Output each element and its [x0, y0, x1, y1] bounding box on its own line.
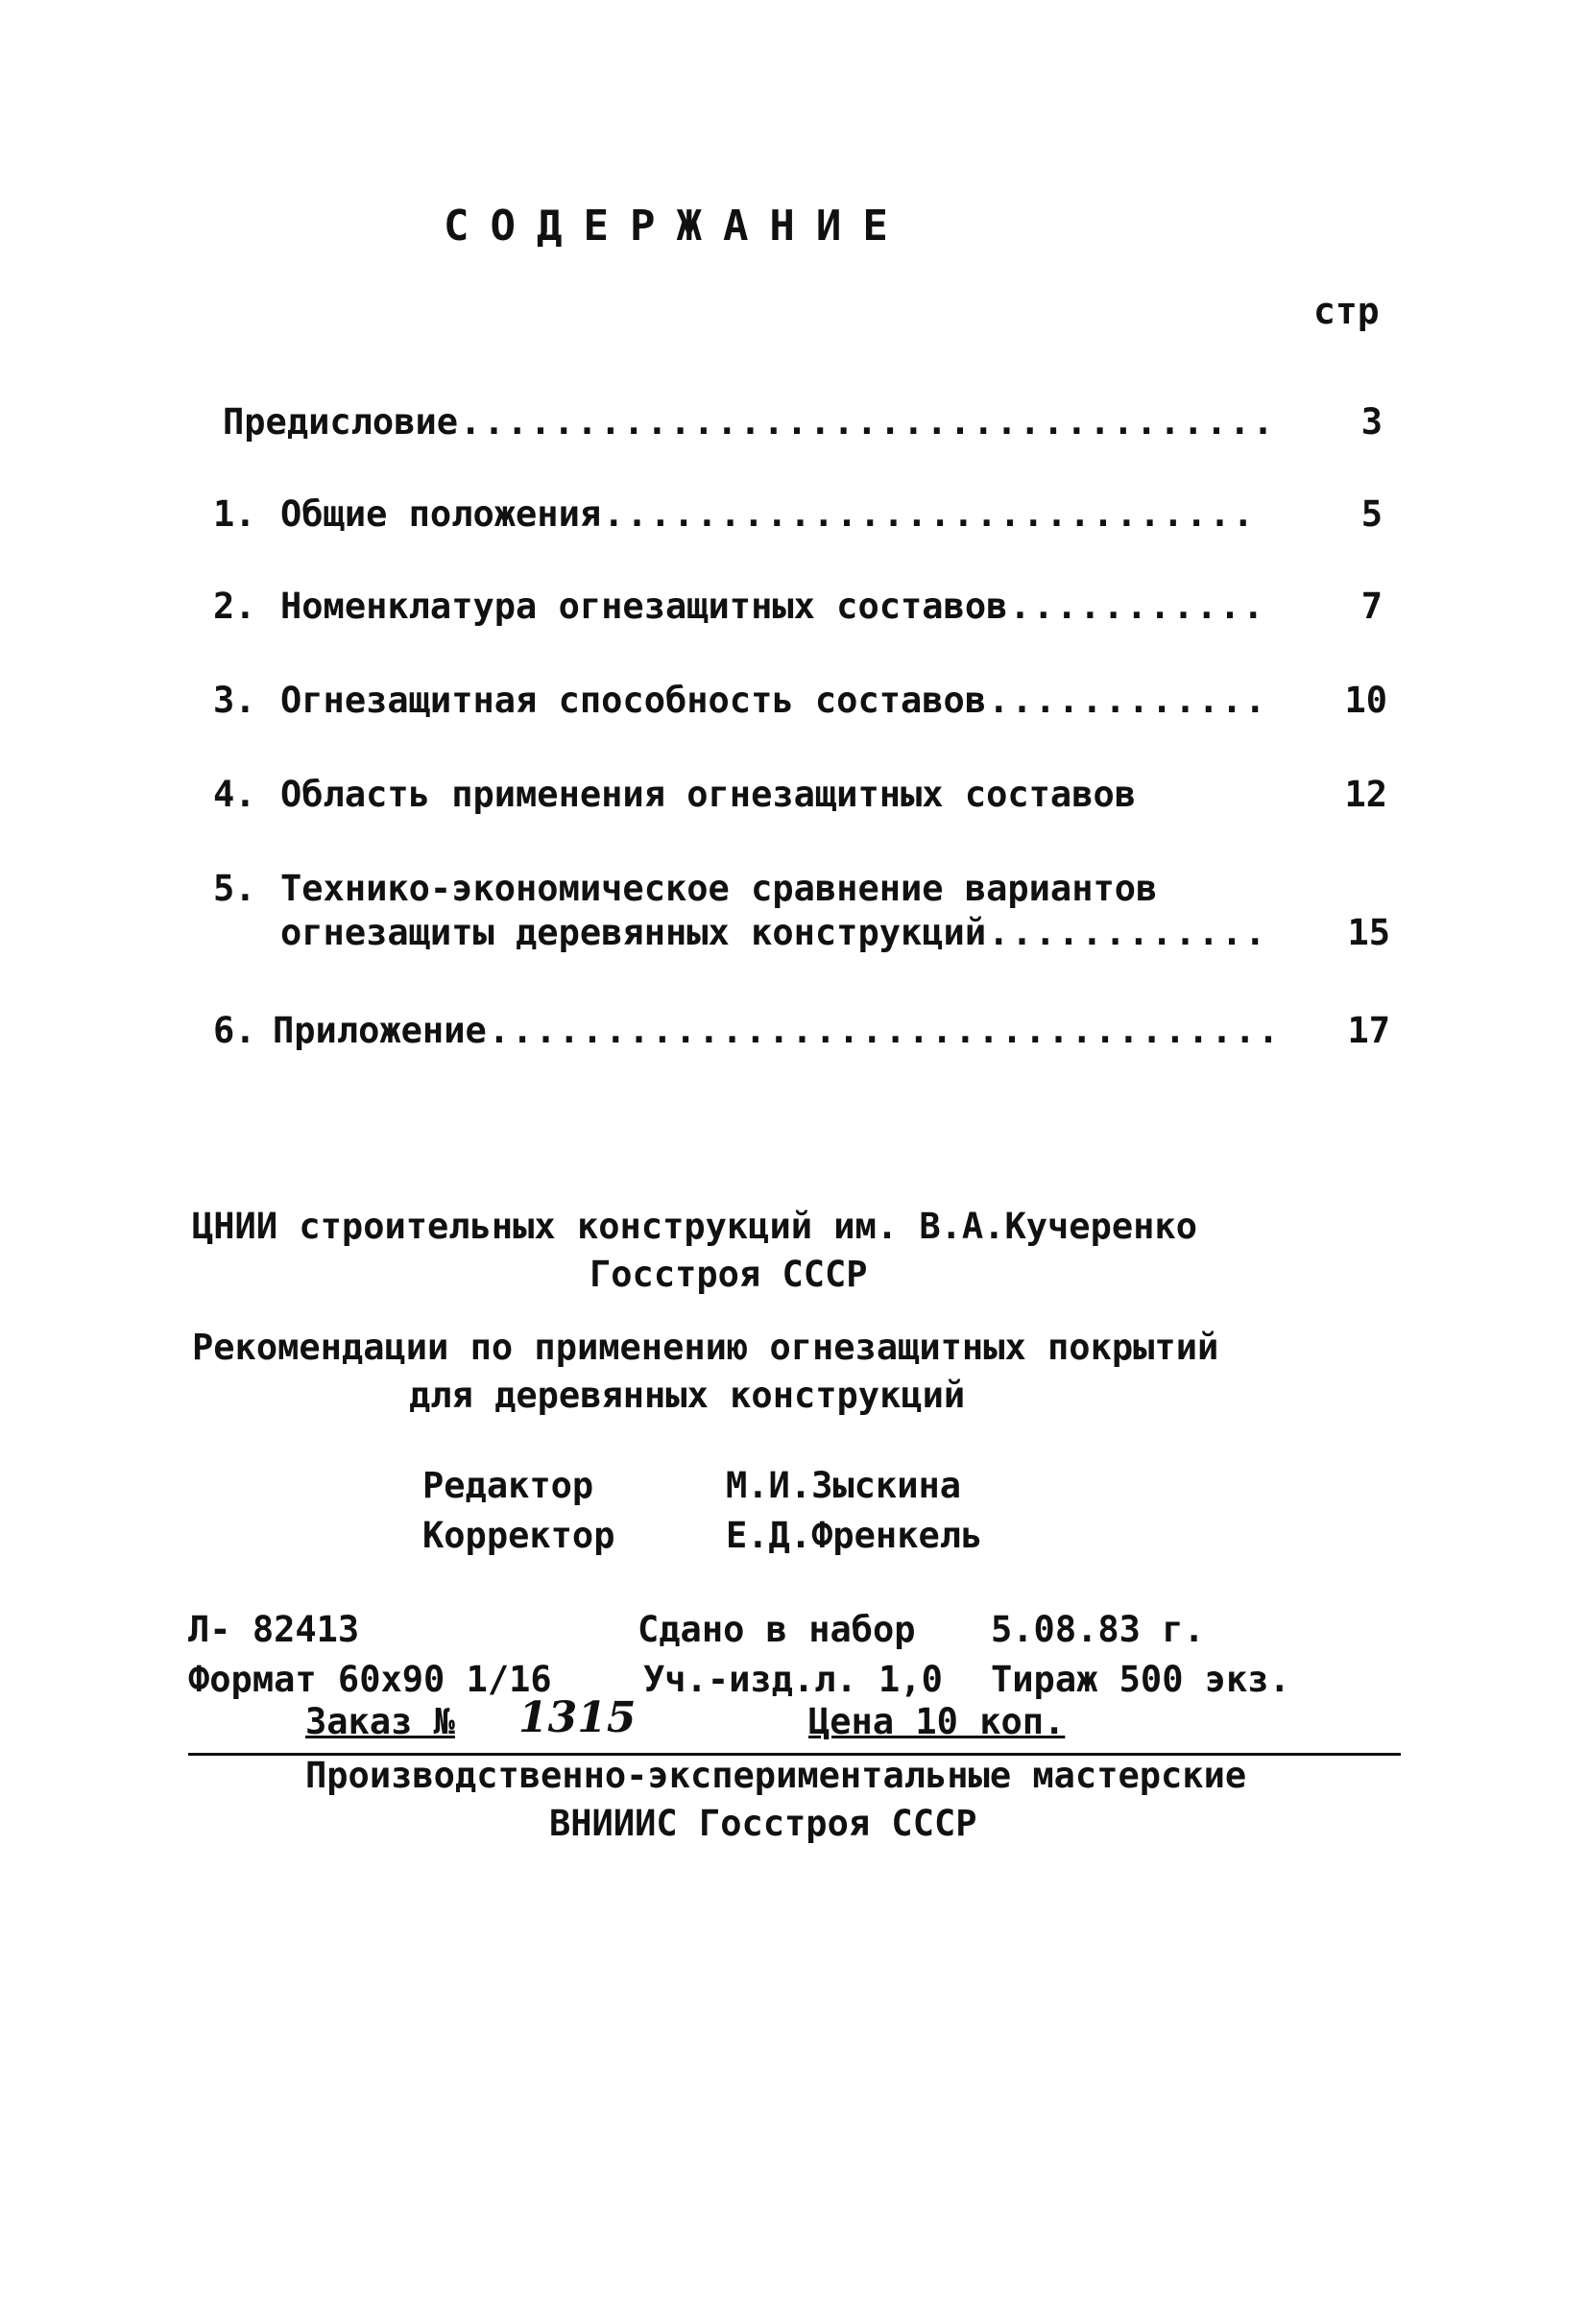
toc-item: [0, 1004, 1588, 1062]
toc-number: 1.: [213, 493, 256, 535]
toc-page-number: 12: [1344, 774, 1387, 815]
order-label: Заказ №: [305, 1701, 455, 1742]
toc-entry: [280, 774, 1279, 815]
toc-item: [0, 395, 1588, 453]
toc-page-number: 10: [1344, 680, 1387, 721]
toc-item: [0, 862, 1588, 968]
printer-name: Производственно-экспериментальные мастерские: [305, 1755, 1247, 1796]
publication-title: Рекомендации по применению огнезащитных покрытий: [192, 1327, 1219, 1368]
printer-affiliation: ВНИИИС Госстроя СССР: [549, 1803, 977, 1844]
toc-number: 3.: [213, 680, 256, 721]
toc-leader-dots: [460, 401, 1269, 443]
page-column-label: стр: [1313, 290, 1380, 332]
toc-label: Номенклатура огнезащитных составов: [280, 586, 1008, 627]
toc-label: Огнезащитная способность составов: [280, 680, 987, 721]
toc-label: Приложение: [273, 1010, 487, 1051]
institute-affiliation: Госстроя СССР: [589, 1254, 868, 1295]
order-number: 1315: [518, 1693, 637, 1742]
toc-entry: [280, 680, 1263, 721]
toc-page-number: 17: [1347, 1010, 1390, 1051]
toc-number: 6.: [213, 1010, 256, 1051]
toc-number: 2.: [213, 586, 256, 627]
format: Формат 60х90 1/16: [188, 1659, 552, 1700]
editor-role: Редактор: [422, 1465, 594, 1506]
page-title: СОДЕРЖАНИЕ: [444, 202, 909, 251]
edition-sheets: Уч.-изд.л. 1,0: [643, 1659, 943, 1700]
toc-label-line1: Технико-экономическое сравнение вариантов: [280, 868, 1158, 909]
toc-entry: [273, 1010, 1275, 1051]
toc-label: Предисловие: [223, 401, 459, 443]
toc-page-number: 7: [1360, 586, 1383, 627]
toc-number: 4.: [213, 774, 256, 815]
toc-entry: [280, 912, 1271, 953]
corrector-role: Корректор: [422, 1515, 615, 1556]
license-number: Л- 82413: [188, 1609, 360, 1650]
toc-leader-dots: [988, 680, 1263, 721]
corrector-name: Е.Д.Френкель: [726, 1515, 983, 1556]
toc-leader-dots: [988, 912, 1271, 953]
toc-page-number: 3: [1360, 401, 1383, 443]
publication-subtitle: для деревянных конструкций: [409, 1375, 966, 1416]
toc-label: Общие положения: [280, 493, 602, 535]
toc-item: [0, 768, 1588, 826]
typeset-date: 5.08.83 г.: [991, 1609, 1205, 1650]
toc-leader-dots: [603, 493, 1252, 535]
toc-number: 5.: [213, 868, 256, 909]
toc-label: огнезащиты деревянных конструкций: [280, 912, 987, 953]
typeset-label: Сдано в набор: [638, 1609, 916, 1650]
toc-page-number: 15: [1347, 912, 1390, 953]
toc-item: [0, 580, 1588, 637]
institute-name: ЦНИИ строительных конструкций им. В.А.Кучеренко: [192, 1206, 1197, 1247]
toc-entry: [223, 401, 1269, 443]
print-run: Тираж 500 экз.: [991, 1659, 1290, 1700]
toc-item: [0, 488, 1588, 545]
toc-label: Область применения огнезащитных составов: [280, 774, 1137, 815]
toc-page-number: 5: [1360, 493, 1383, 535]
toc-entry: [280, 493, 1252, 535]
price: Цена 10 коп.: [808, 1701, 1066, 1742]
toc-item: [0, 674, 1588, 731]
toc-leader-dots: [489, 1010, 1275, 1051]
editor-name: М.И.Зыскина: [726, 1465, 962, 1506]
toc-leader-dots: [1009, 586, 1271, 627]
toc-entry: [280, 586, 1271, 627]
